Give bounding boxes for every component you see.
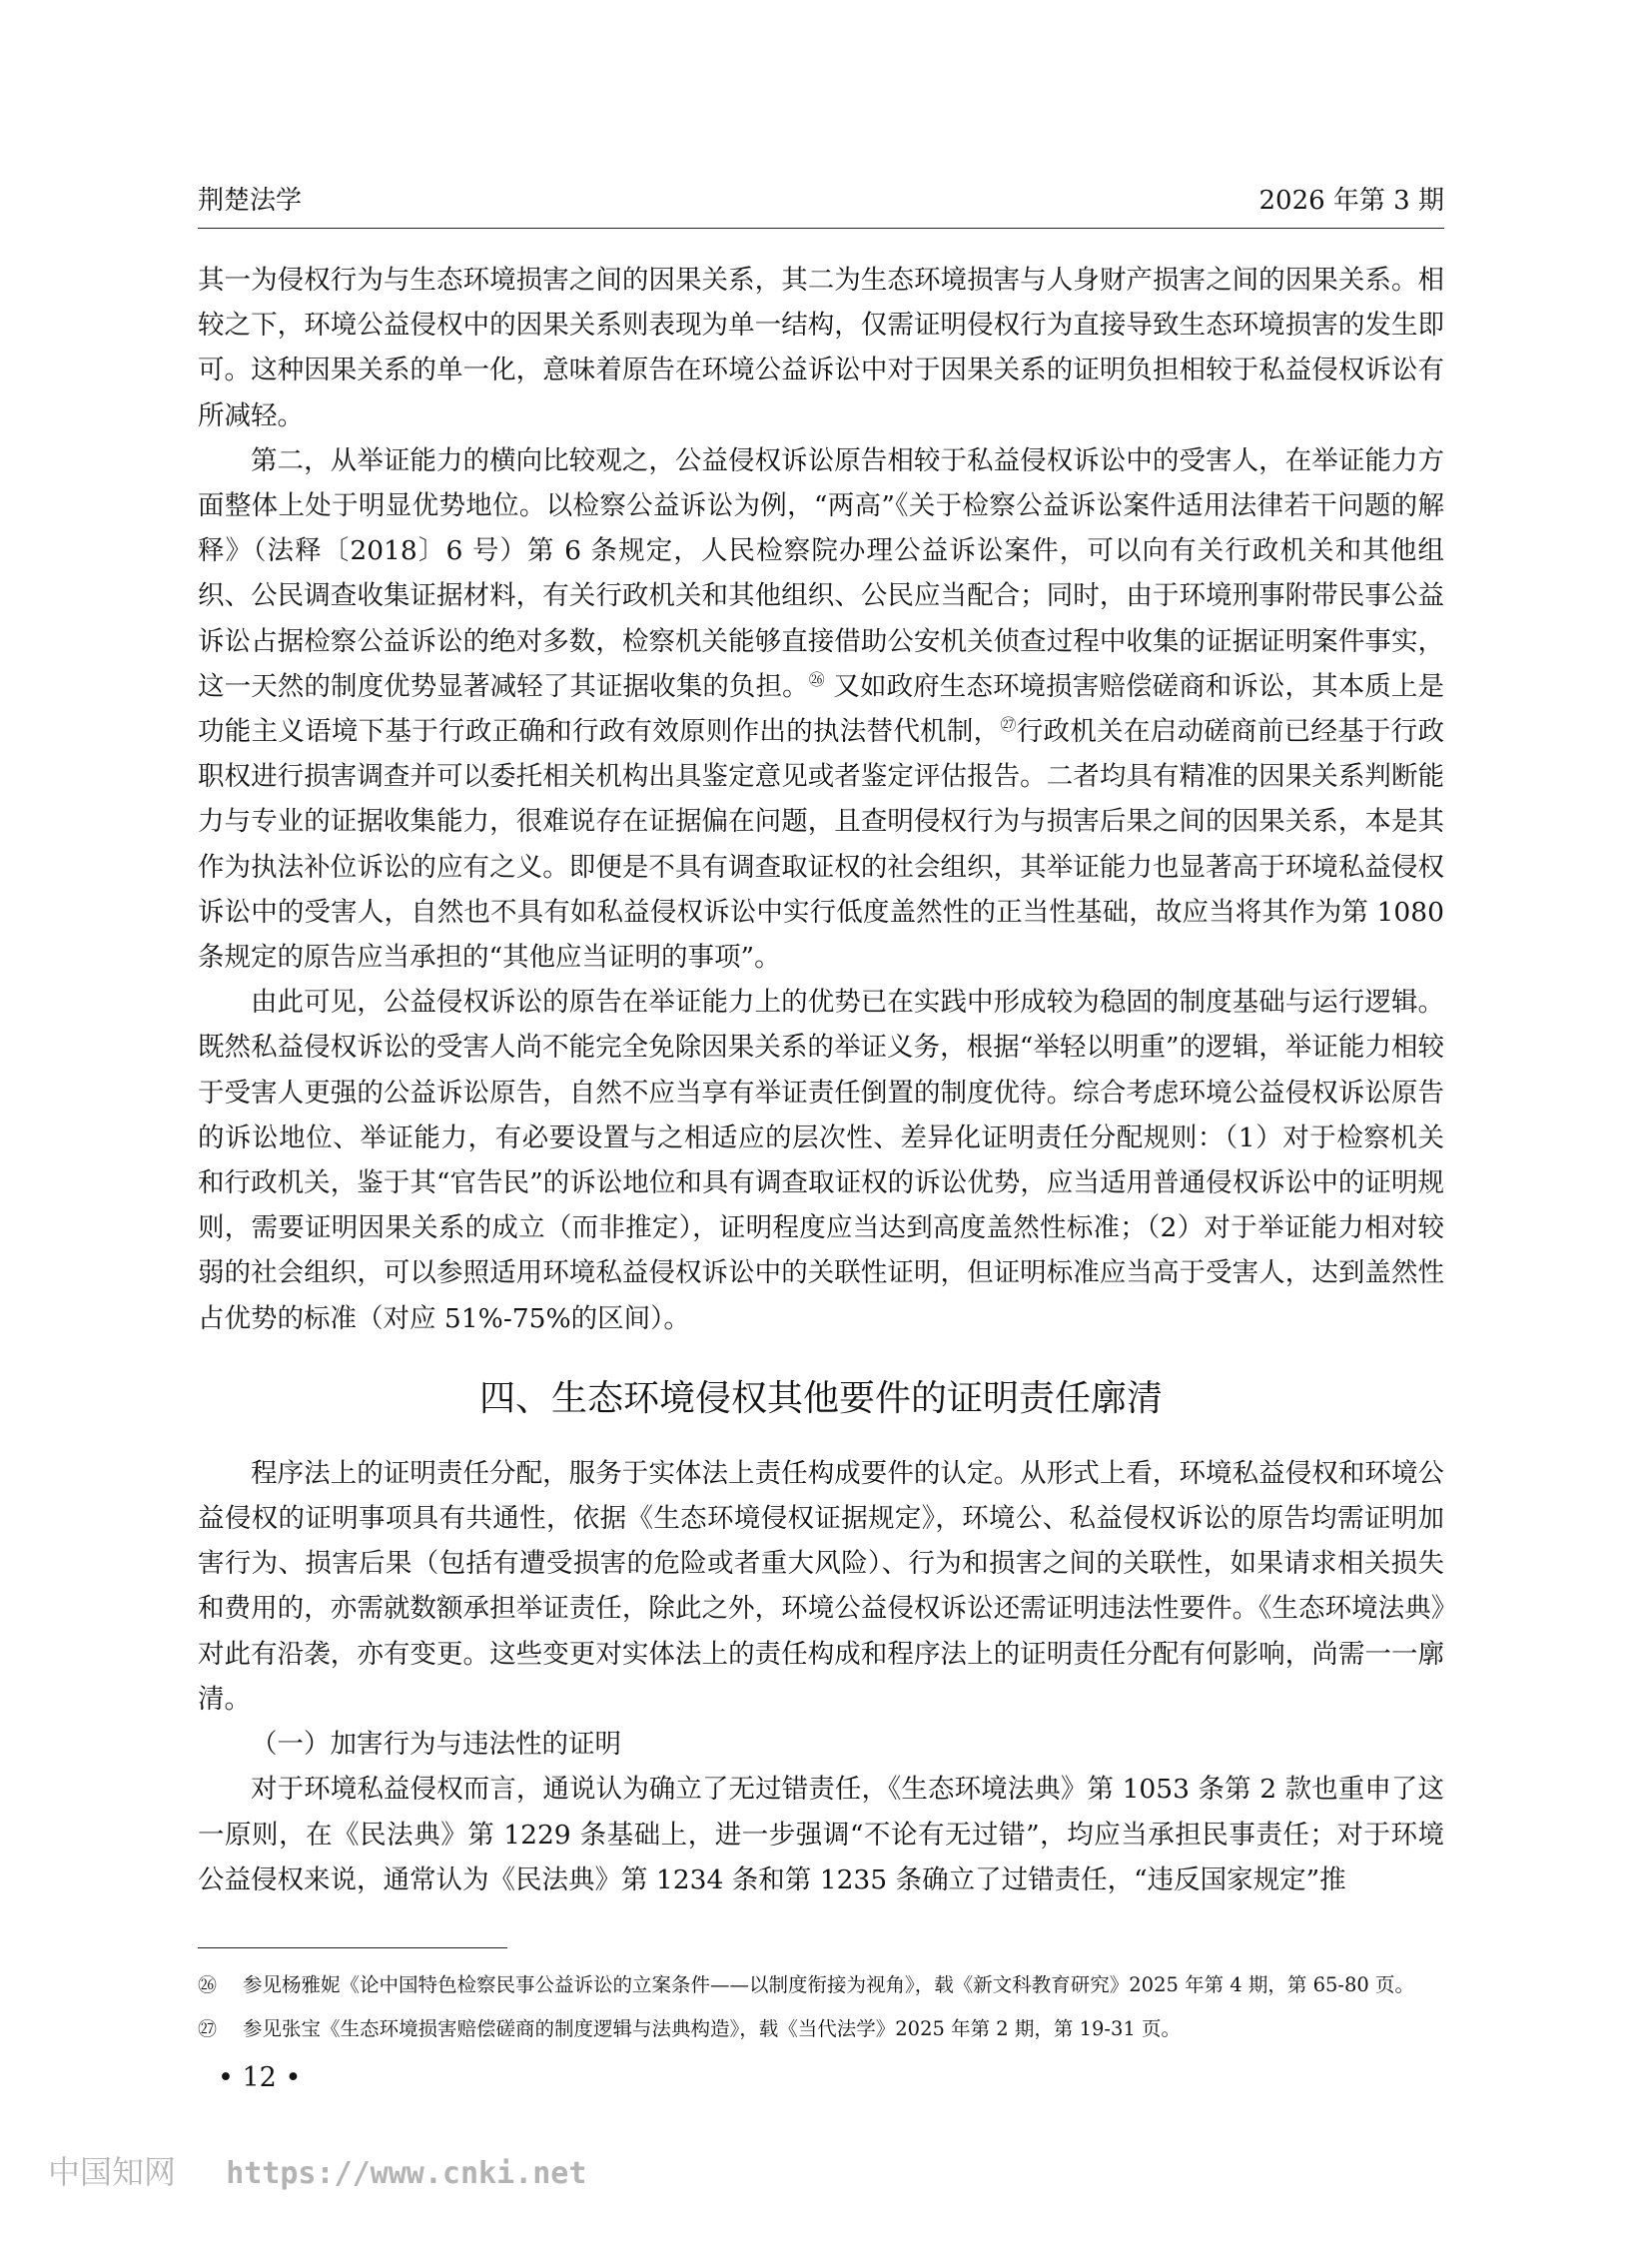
section-heading: 四、生态环境侵权其他要件的证明责任廓清 — [478, 1377, 1163, 1419]
watermark-url: https://www.cnki.net — [226, 2156, 587, 2191]
watermark — [48, 2147, 586, 2193]
paragraph: 对于环境私益侵权而言，通说认为确立了无过错责任，《生态环境法典》第 1053 条第 2 款也重申了这一原则，在《民法典》第 1229 条基础上，进一步强调“不论有无过错”，均应当承担民事责任；对于环境公益侵权来说，通常认为《民法典》第 1234 条和第 1235 条确立了过错责任，“违反国家规定”推 — [198, 1774, 1444, 1895]
footnote — [198, 2013, 1444, 2045]
footnote — [198, 1969, 1444, 2001]
footnote-mark: ㉖ — [198, 1974, 218, 1996]
subsection-heading: （一）加害行为与违法性的证明 — [251, 1729, 621, 1761]
header-rule — [198, 228, 1444, 229]
paragraph: 其一为侵权行为与生态环境损害之间的因果关系，其二为生态环境损害与人身财产损害之间的因果关系。相较之下，环境公益侵权中的因果关系则表现为单一结构，仅需证明侵权行为直接导致生态环境损害的发生即可。这种因果关系的单一化，意味着原告在环境公益诉讼中对于因果关系的证明负担相较于私益侵权诉讼有所减轻。 — [198, 265, 1444, 431]
footnote-ref[interactable]: ㉖ — [808, 670, 825, 689]
footnote-ref[interactable]: ㉗ — [1000, 715, 1017, 735]
issue-label: 2026 年第 3 期 — [1258, 186, 1444, 216]
footnotes — [198, 1969, 1444, 2057]
watermark-logo-text: 中国知网 — [48, 2153, 177, 2191]
journal-name: 荆楚法学 — [198, 186, 303, 216]
paragraph: 第二，从举证能力的横向比较观之，公益侵权诉讼原告相较于私益侵权诉讼中的受害人，在举证能力方面整体上处于明显优势地位。以检察公益诉讼为例，“两高”《关于检察公益诉讼案件适用法律若干问题的解释》（法释〔2018〕6 号）第 6 条规定，人民检察院办理公益诉讼案件，可以向有关行政机关和其他组织、公民调查收集证据材料，有关行政机关和其他组织、公民应当配合；同时，由于环境刑事附带民事公益诉讼占据检察公益诉讼的绝对多数，检察机关能够直接借助公安机关侦查过程中收集的证据证明案件事实，这一天然的制度优势显著减轻了其证据收集的负担。$^㉖$ 又如政府生态环境损害赔偿磋商和诉讼，其本质上是功能主义语境下基于行政正确和行政有效原则作出的执法替代机制，$^㉗$行政机关在启动磋商前已经基于行政职权进行损害调查并可以委托相关机构出具鉴定意见或者鉴定评估报告。二者均具有精准的因果关系判断能力与专业的证据收集能力，很难说存在证据偏在问题，且查明侵权行为与损害后果之间的因果关系，本是其作为执法补位诉讼的应有之义。即便是不具有调查取证权的社会组织，其举证能力也显著高于环境私益侵权诉讼中的受害人，自然也不具有如私益侵权诉讼中实行低度盖然性的正当性基础，故应当将其作为第 1080 条规定的原告应当承担的“其他应当证明的事项”。 — [198, 444, 1445, 974]
paragraph: 由此可见，公益侵权诉讼的原告在举证能力上的优势已在实践中形成较为稳固的制度基础与运行逻辑。既然私益侵权诉讼的受害人尚不能完全免除因果关系的举证义务，根据“举轻以明重”的逻辑，举证能力相较于受害人更强的公益诉讼原告，自然不应当享有举证责任倒置的制度优待。综合考虑环境公益侵权诉讼原告的诉讼地位、举证能力，有必要设置与之相适应的层次性、差异化证明责任分配规则：（1）对于检察机关和行政机关，鉴于其“官告民”的诉讼地位和具有调查取证权的诉讼优势，应当适用普通侵权诉讼中的证明规则，需要证明因果关系的成立（而非推定），证明程度应当达到高度盖然性标准；（2）对于举证能力相对较弱的社会组织，可以参照适用环境私益侵权诉讼中的关联性证明，但证明标准应当高于受害人，达到盖然性占优势的标准（对应 51%-75%的区间）。 — [198, 987, 1444, 1334]
page-number: • 12 • — [218, 2062, 302, 2093]
footnote-mark: ㉗ — [198, 2018, 218, 2040]
running-header — [198, 180, 1444, 220]
footnote-text: 参见张宝《生态环境损害赔偿磋商的制度逻辑与法典构造》，载《当代法学》2025 年第 2 期，第 19-31 页。 — [243, 2017, 1181, 2040]
footnote-rule — [198, 1947, 507, 1948]
paragraph: 程序法上的证明责任分配，服务于实体法上责任构成要件的认定。从形式上看，环境私益侵权和环境公益侵权的证明事项具有共通性，依据《生态环境侵权证据规定》，环境公、私益侵权诉讼的原告均需证明加害行为、损害后果（包括有遭受损害的危险或者重大风险）、行为和损害之间的关联性，如果请求相关损失和费用的，亦需就数额承担举证责任，除此之外，环境公益侵权诉讼还需证明违法性要件。《生态环境法典》对此有沿袭，亦有变更。这些变更对实体法上的责任构成和程序法上的证明责任分配有何影响，尚需一一廓清。 — [198, 1457, 1444, 1715]
body-text — [198, 258, 1444, 1902]
footnote-text: 参见杨雅妮《论中国特色检察民事公益诉讼的立案条件——以制度衔接为视角》，载《新文科教育研究》2025 年第 4 期，第 65-80 页。 — [243, 1973, 1414, 1996]
